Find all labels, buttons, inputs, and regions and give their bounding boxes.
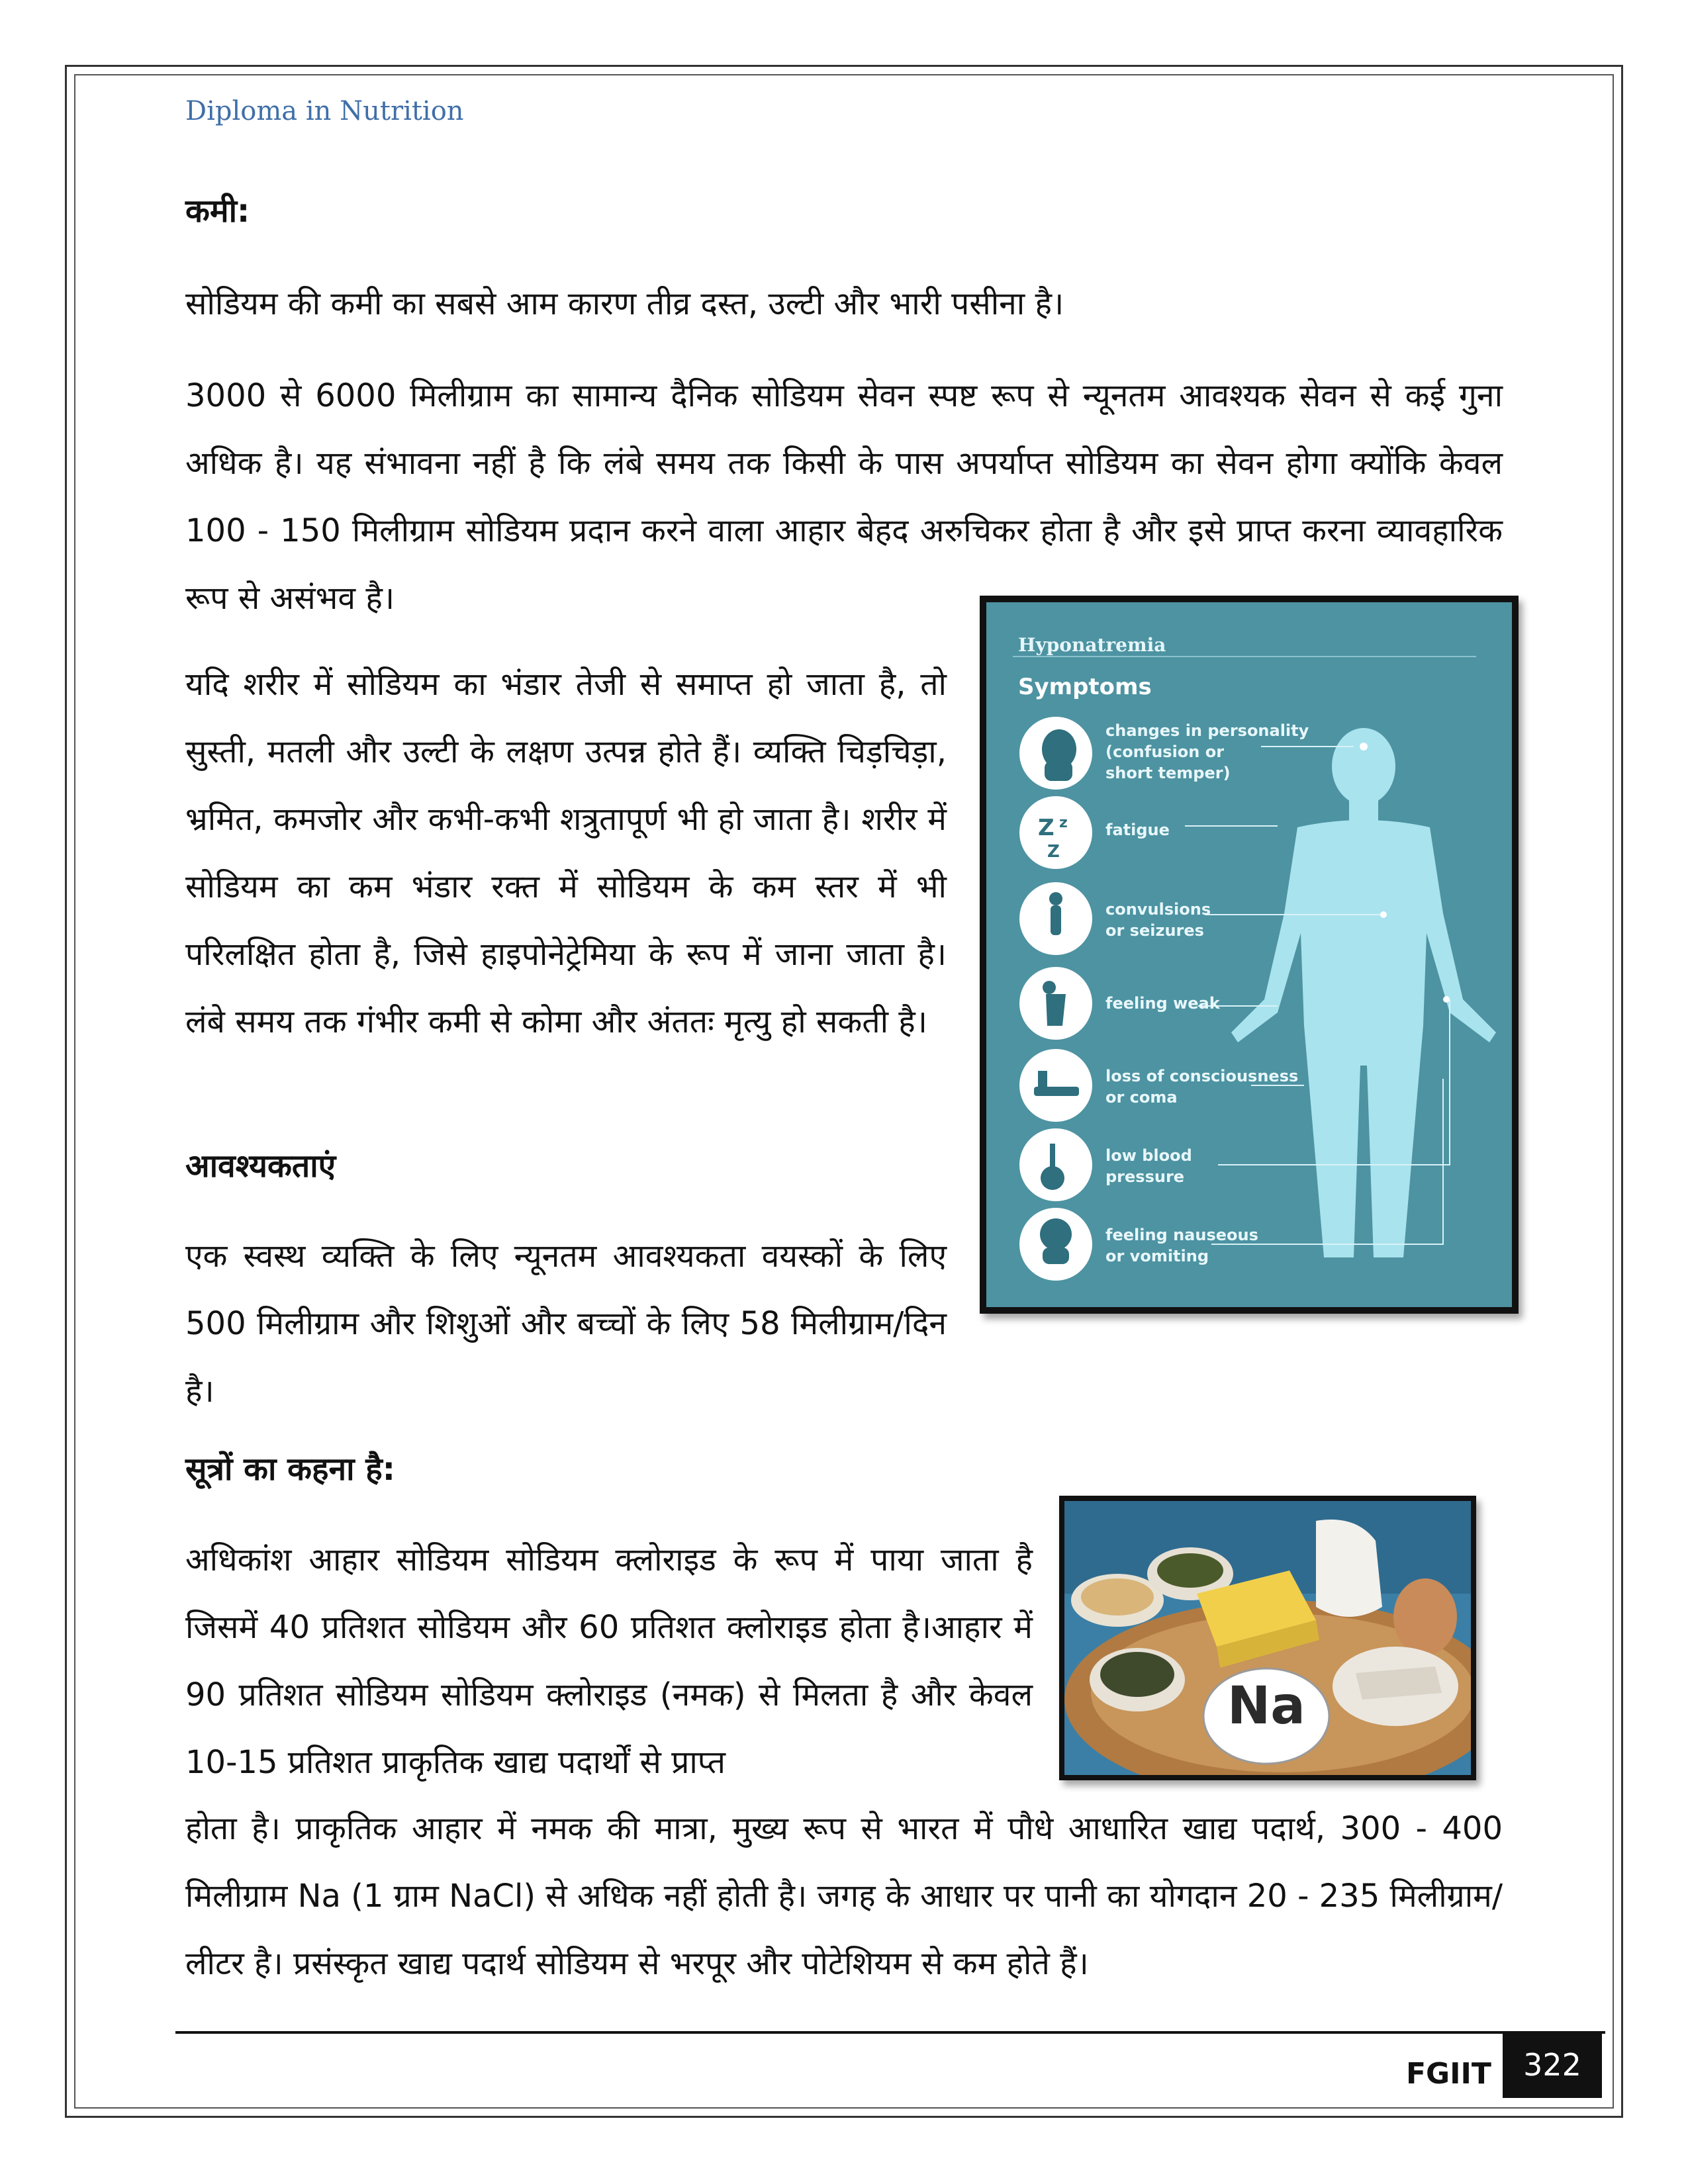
hyponatremia-figure bbox=[980, 596, 1519, 1314]
symptom-label: fatigue bbox=[1105, 821, 1170, 839]
symptom-line: changes in personality bbox=[1105, 721, 1309, 740]
symptom-line: feeling nauseous bbox=[1105, 1226, 1258, 1244]
symptom-line: or seizures bbox=[1105, 921, 1204, 940]
symptom-line: or vomiting bbox=[1105, 1247, 1209, 1265]
sodium-symbol-label: Na bbox=[1227, 1676, 1305, 1736]
svg-text:z: z bbox=[1059, 815, 1068, 831]
symptom-label bbox=[1105, 1066, 1298, 1108]
symptom-label bbox=[1105, 1145, 1192, 1187]
symptom-line: short temper) bbox=[1105, 764, 1231, 782]
footer-rule bbox=[175, 2031, 1605, 2034]
symptom-label bbox=[1105, 899, 1211, 941]
sources-heading: सूत्रों का कहना है: bbox=[185, 1451, 395, 1488]
symptom-label bbox=[1105, 720, 1309, 784]
symptom-line: or coma bbox=[1105, 1088, 1178, 1107]
sources-paragraph-1: अधिकांश आहार सोडियम सोडियम क्लोराइड के रूप में पाया जाता है जिसमें 40 प्रतिशत सोडियम और 60 प्रतिशत क्लोराइड होता है।आहार में 90 प्रतिशत सोडियम सोडियम क्लोराइड (नमक) से मिलता है और केवल 10-15 प्रतिशत प्राकृतिक खाद्य पदार्थों से प्राप्त bbox=[185, 1541, 1033, 1781]
symptom-line: pressure bbox=[1105, 1167, 1185, 1186]
requirements-heading: आवश्यकताएं bbox=[185, 1148, 336, 1185]
stethoscope-icon bbox=[1019, 1128, 1092, 1201]
symptom-line: (confusion or bbox=[1105, 743, 1225, 761]
deficiency-heading: कमी: bbox=[185, 193, 250, 230]
symptom-line: convulsions bbox=[1105, 900, 1211, 919]
deficiency-paragraph-2: 3000 से 6000 मिलीग्राम का सामान्य दैनिक सोडियम सेवन स्पष्ट रूप से न्यूनतम आवश्यक सेवन से कई गुना अधिक है। यह संभावना नहीं है कि लंबे समय तक किसी के पास अपर्याप्त सोडियम का सेवन होगा क्योंकि केवल 100 - 150 मिलीग्राम सोडियम प्रदान करने वाला आहार बेहद अरुचिकर होता है और इसे प्राप्त करना व्यावहारिक रूप से असंभव है। bbox=[185, 377, 1503, 617]
figure-subtitle: Symptoms bbox=[1018, 674, 1152, 700]
running-header: Diploma in Nutrition bbox=[185, 96, 464, 126]
sodium-foods-photo bbox=[1059, 1496, 1476, 1780]
page-number-box bbox=[1503, 2032, 1602, 2098]
symptom-label bbox=[1105, 1224, 1258, 1267]
svg-text:Z: Z bbox=[1047, 842, 1060, 862]
sources-paragraph-2: होता है। प्राकृतिक आहार में नमक की मात्रा, मुख्य रूप से भारत में पौधे आधारित खाद्य पदार्थ, 300 - 400 मिलीग्राम Na (1 ग्राम NaCl) से अधिक नहीं होती है। जगह के आधार पर पानी का योगदान 20 - 235 मिलीग्राम/लीटर है। प्रसंस्कृत खाद्य पदार्थ सोडियम से भरपूर और पोटेशियम से कम होते हैं। bbox=[185, 1810, 1503, 1982]
hyponatremia-graphic bbox=[986, 602, 1512, 1307]
human-body-silhouette bbox=[1231, 728, 1496, 1257]
deficiency-paragraph-1: सोडियम की कमी का सबसे आम कारण तीव्र दस्त, उल्टी और भारी पसीना है। bbox=[185, 285, 1064, 322]
figure-title: Hyponatremia bbox=[1018, 634, 1166, 656]
page-number: 322 bbox=[1523, 2047, 1581, 2083]
svg-text:Z: Z bbox=[1038, 815, 1055, 841]
requirements-paragraph: एक स्वस्थ व्यक्ति के लिए न्यूनतम आवश्यकता वयस्कों के लिए 500 मिलीग्राम और शिशुओं और बच्चों के लिए 58 मिलीग्राम/दिन है। bbox=[185, 1238, 947, 1410]
symptom-line: loss of consciousness bbox=[1105, 1067, 1299, 1085]
symptom-label: feeling weak bbox=[1105, 994, 1220, 1013]
footer-organization: FGIIT bbox=[1406, 2057, 1491, 2091]
hospital-bed-icon bbox=[1019, 1049, 1092, 1122]
deficiency-paragraph-3: यदि शरीर में सोडियम का भंडार तेजी से समाप्त हो जाता है, तो सुस्ती, मतली और उल्टी के लक्षण उत्पन्न होते हैं। व्यक्ति चिड़चिड़ा, भ्रमित, कमजोर और कभी-कभी शत्रुतापूर्ण भी हो जाता है। शरीर में सोडियम का कम भंडार रक्त में सोडियम के कम स्तर में भी परिलक्षित होता है, जिसे हाइपोनेट्रेमिया के रूप में जाना जाता है। लंबे समय तक गंभीर कमी से कोमा और अंततः मृत्यु हो सकती है। bbox=[185, 666, 947, 1040]
symptom-line: low blood bbox=[1105, 1146, 1192, 1165]
